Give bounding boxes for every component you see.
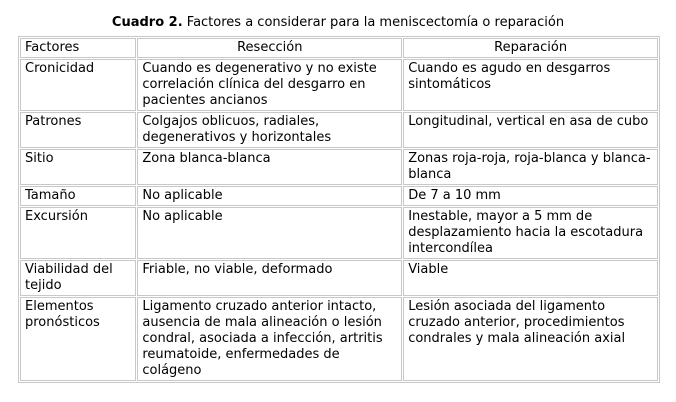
row-factor: Cronicidad (20, 59, 136, 111)
row-reseccion: No aplicable (137, 207, 402, 259)
factors-table (18, 36, 660, 383)
caption-title: Factores a considerar para la meniscectomía o reparación (182, 15, 565, 30)
table-row (20, 59, 658, 111)
table-row (20, 260, 658, 296)
header-reseccion: Resección (137, 38, 402, 58)
row-reparacion: Viable (403, 260, 658, 296)
table-header-row (20, 38, 658, 58)
row-reseccion: Friable, no viable, deformado (137, 260, 402, 296)
row-reparacion: Longitudinal, vertical en asa de cubo (403, 112, 658, 148)
row-reseccion: Zona blanca-blanca (137, 149, 402, 185)
row-reseccion: Colgajos oblicuos, radiales, degenerativos y horizontales (137, 112, 402, 148)
row-reparacion: Inestable, mayor a 5 mm de desplazamiento hacia la escotadura intercondílea (403, 207, 658, 259)
row-reparacion: Zonas roja-roja, roja-blanca y blanca-blanca (403, 149, 658, 185)
row-factor: Patrones (20, 112, 136, 148)
row-factor: Sitio (20, 149, 136, 185)
row-factor: Tamaño (20, 186, 136, 206)
table-caption (0, 14, 676, 32)
row-factor: Excursión (20, 207, 136, 259)
row-reparacion: De 7 a 10 mm (403, 186, 658, 206)
row-reseccion: No aplicable (137, 186, 402, 206)
caption-label: Cuadro 2. (111, 15, 183, 30)
row-reparacion: Cuando es agudo en desgarros sintomáticos (403, 59, 658, 111)
row-factor: Viabilidad del tejido (20, 260, 136, 296)
row-reseccion: Cuando es degenerativo y no existe correlación clínica del desgarro en pacientes ancianos (137, 59, 402, 111)
table-row (20, 149, 658, 185)
row-reparacion: Lesión asociada del ligamento cruzado anterior, procedimientos condrales y mala alineación axial (403, 297, 658, 381)
table-row (20, 207, 658, 259)
table-row (20, 186, 658, 206)
row-reseccion: Ligamento cruzado anterior intacto, ausencia de mala alineación o lesión condral, asociada a infección, artritis reumatoide, enfermedades de colágeno (137, 297, 402, 381)
header-factores: Factores (20, 38, 136, 58)
table-row (20, 112, 658, 148)
table-row (20, 297, 658, 381)
row-factor: Elementos pronósticos (20, 297, 136, 381)
header-reparacion: Reparación (403, 38, 658, 58)
